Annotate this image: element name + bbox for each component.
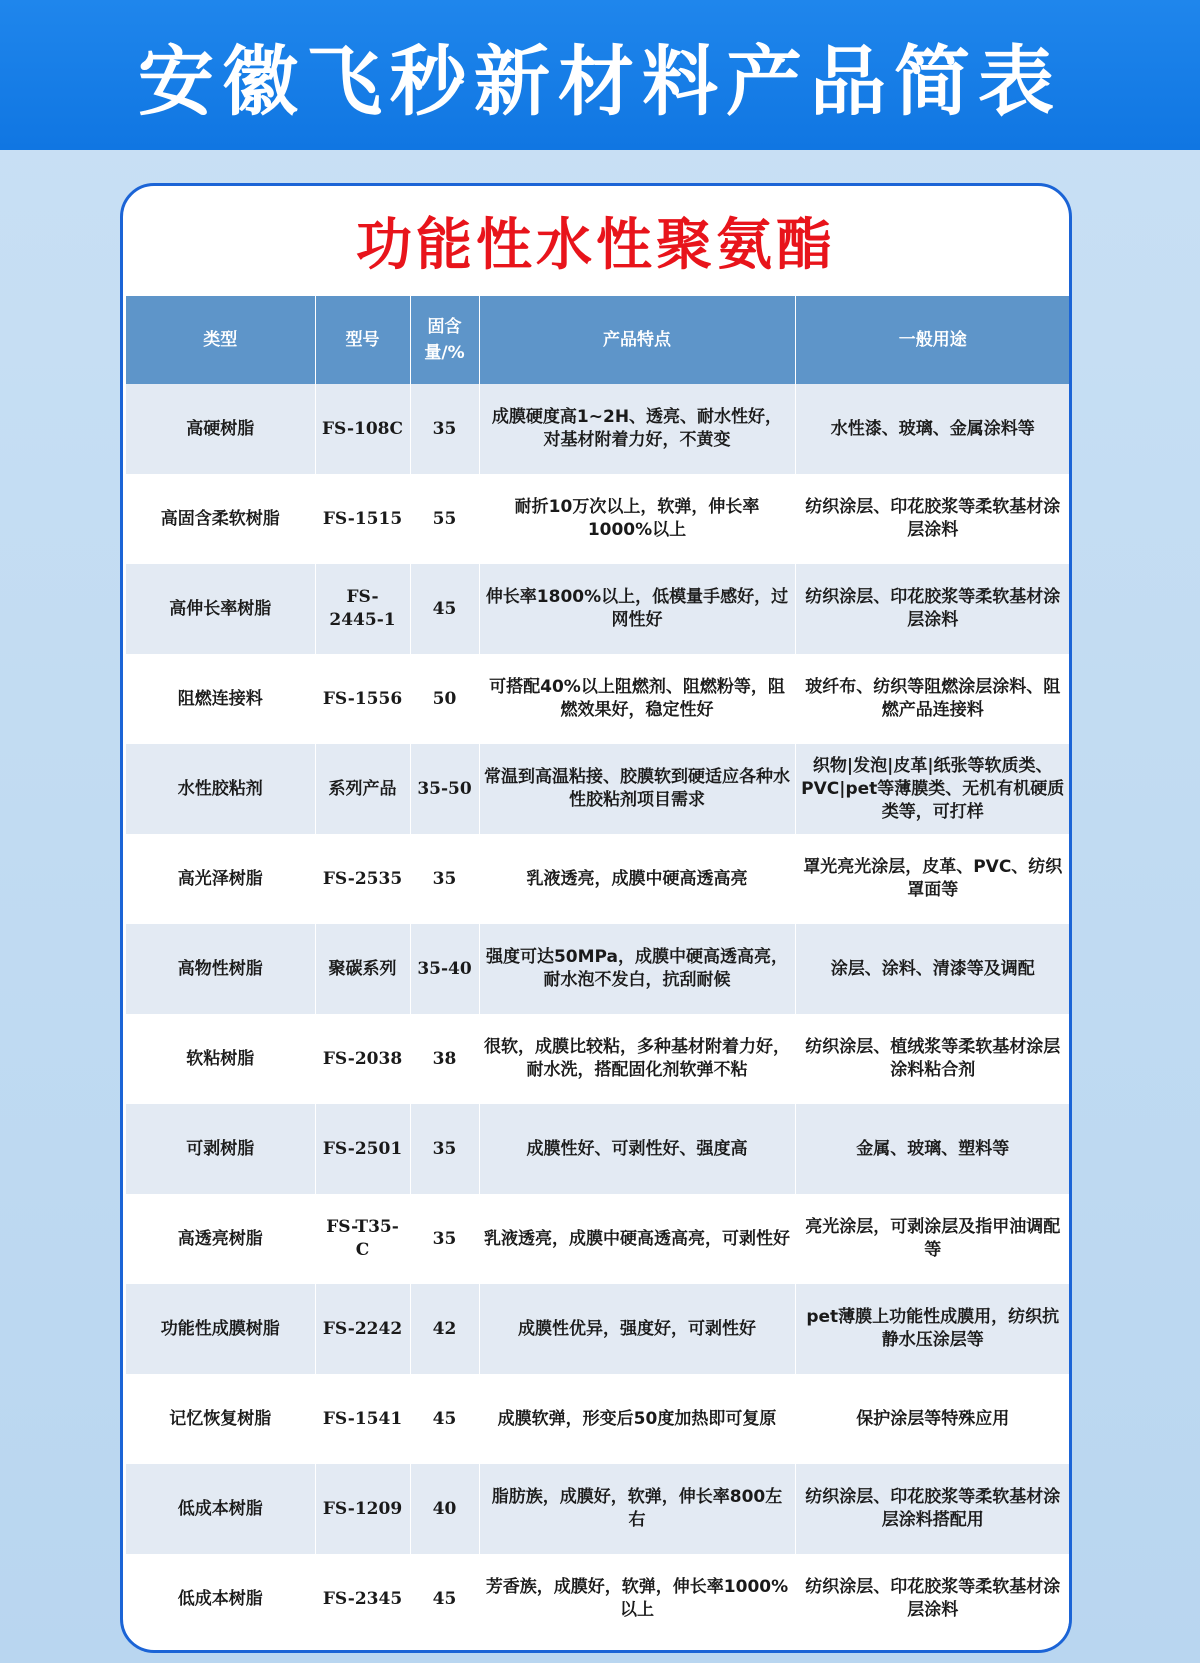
header-solid: 固含量/%	[410, 296, 479, 384]
cell-model: FS-2242	[315, 1284, 410, 1374]
cell-type: 可剥树脂	[126, 1104, 315, 1194]
cell-features: 脂肪族，成膜好，软弹，伸长率800左右	[479, 1464, 795, 1554]
cell-use: 玻纤布、纺织等阻燃涂层涂料、阻燃产品连接料	[795, 654, 1070, 744]
cell-use: 水性漆、玻璃、金属涂料等	[795, 384, 1070, 474]
cell-features: 成膜性好、可剥性好、强度高	[479, 1104, 795, 1194]
cell-type: 高光泽树脂	[126, 834, 315, 924]
cell-model: 聚碳系列	[315, 924, 410, 1014]
header-features: 产品特点	[479, 296, 795, 384]
cell-type: 阻燃连接料	[126, 654, 315, 744]
cell-features: 乳液透亮，成膜中硬高透高亮，可剥性好	[479, 1194, 795, 1284]
header-model: 型号	[315, 296, 410, 384]
product-table	[126, 296, 1070, 1644]
cell-model: FS-1541	[315, 1374, 410, 1464]
cell-features: 成膜硬度高1~2H、透亮、耐水性好，对基材附着力好，不黄变	[479, 384, 795, 474]
cell-use: pet薄膜上功能性成膜用，纺织抗静水压涂层等	[795, 1284, 1070, 1374]
cell-solid-content: 38	[410, 1014, 479, 1104]
cell-type: 高硬树脂	[126, 384, 315, 474]
table-row	[126, 384, 1070, 474]
cell-features: 乳液透亮，成膜中硬高透高亮	[479, 834, 795, 924]
cell-type: 高固含柔软树脂	[126, 474, 315, 564]
table-row	[126, 1104, 1070, 1194]
cell-use: 保护涂层等特殊应用	[795, 1374, 1070, 1464]
cell-model: FS-2345	[315, 1554, 410, 1644]
table-row	[126, 1374, 1070, 1464]
cell-type: 高伸长率树脂	[126, 564, 315, 654]
cell-model: FS-2445-1	[315, 564, 410, 654]
cell-features: 常温到高温粘接、胶膜软到硬适应各种水性胶粘剂项目需求	[479, 744, 795, 834]
table-row	[126, 744, 1070, 834]
cell-features: 成膜性优异，强度好，可剥性好	[479, 1284, 795, 1374]
cell-solid-content: 35	[410, 384, 479, 474]
cell-model: FS-2535	[315, 834, 410, 924]
table-row	[126, 1464, 1070, 1554]
cell-use: 罩光亮光涂层，皮革、PVC、纺织罩面等	[795, 834, 1070, 924]
cell-use: 涂层、涂料、清漆等及调配	[795, 924, 1070, 1014]
cell-use: 纺织涂层、植绒浆等柔软基材涂层涂料粘合剂	[795, 1014, 1070, 1104]
cell-model: 系列产品	[315, 744, 410, 834]
header-use: 一般用途	[795, 296, 1070, 384]
table-row	[126, 474, 1070, 564]
cell-solid-content: 45	[410, 564, 479, 654]
cell-type: 软粘树脂	[126, 1014, 315, 1104]
cell-solid-content: 42	[410, 1284, 479, 1374]
cell-features: 很软，成膜比较粘，多种基材附着力好，耐水洗，搭配固化剂软弹不粘	[479, 1014, 795, 1104]
cell-type: 水性胶粘剂	[126, 744, 315, 834]
cell-use: 纺织涂层、印花胶浆等柔软基材涂层涂料	[795, 474, 1070, 564]
table-row	[126, 1194, 1070, 1284]
cell-features: 可搭配40%以上阻燃剂、阻燃粉等，阻燃效果好，稳定性好	[479, 654, 795, 744]
cell-use: 亮光涂层，可剥涂层及指甲油调配等	[795, 1194, 1070, 1284]
cell-use: 纺织涂层、印花胶浆等柔软基材涂层涂料搭配用	[795, 1464, 1070, 1554]
product-card	[120, 183, 1072, 1653]
cell-type: 高透亮树脂	[126, 1194, 315, 1284]
cell-type: 低成本树脂	[126, 1554, 315, 1644]
cell-features: 强度可达50MPa，成膜中硬高透高亮，耐水泡不发白，抗刮耐候	[479, 924, 795, 1014]
cell-features: 耐折10万次以上，软弹，伸长率1000%以上	[479, 474, 795, 564]
table-row	[126, 564, 1070, 654]
cell-type: 高物性树脂	[126, 924, 315, 1014]
cell-features: 芳香族，成膜好，软弹，伸长率1000%以上	[479, 1554, 795, 1644]
cell-solid-content: 50	[410, 654, 479, 744]
cell-solid-content: 45	[410, 1554, 479, 1644]
cell-model: FS-1515	[315, 474, 410, 564]
cell-model: FS-2501	[315, 1104, 410, 1194]
table-row	[126, 924, 1070, 1014]
table-row	[126, 654, 1070, 744]
cell-use: 纺织涂层、印花胶浆等柔软基材涂层涂料	[795, 1554, 1070, 1644]
cell-solid-content: 35-50	[410, 744, 479, 834]
cell-solid-content: 40	[410, 1464, 479, 1554]
cell-type: 功能性成膜树脂	[126, 1284, 315, 1374]
table-row	[126, 1014, 1070, 1104]
page-title: 安徽飞秒新材料产品简表	[138, 36, 1062, 126]
cell-model: FS-1209	[315, 1464, 410, 1554]
cell-model: FS-1556	[315, 654, 410, 744]
cell-solid-content: 35	[410, 834, 479, 924]
section-title: 功能性水性聚氨酯	[356, 213, 836, 278]
cell-features: 伸长率1800%以上，低模量手感好，过网性好	[479, 564, 795, 654]
cell-use: 纺织涂层、印花胶浆等柔软基材涂层涂料	[795, 564, 1070, 654]
table-row	[126, 1284, 1070, 1374]
cell-model: FS-2038	[315, 1014, 410, 1104]
cell-solid-content: 35	[410, 1194, 479, 1284]
cell-model: FS-108C	[315, 384, 410, 474]
cell-solid-content: 35	[410, 1104, 479, 1194]
table-header-row	[126, 296, 1070, 384]
cell-solid-content: 45	[410, 1374, 479, 1464]
cell-solid-content: 35-40	[410, 924, 479, 1014]
cell-features: 成膜软弹，形变后50度加热即可复原	[479, 1374, 795, 1464]
cell-type: 低成本树脂	[126, 1464, 315, 1554]
table-row	[126, 1554, 1070, 1644]
cell-use: 织物|发泡|皮革|纸张等软质类、PVC|pet等薄膜类、无机有机硬质类等，可打样	[795, 744, 1070, 834]
cell-solid-content: 55	[410, 474, 479, 564]
cell-model: FS-T35-C	[315, 1194, 410, 1284]
cell-type: 记忆恢复树脂	[126, 1374, 315, 1464]
header-type: 类型	[126, 296, 315, 384]
table-row	[126, 834, 1070, 924]
header-banner	[0, 0, 1200, 150]
cell-use: 金属、玻璃、塑料等	[795, 1104, 1070, 1194]
